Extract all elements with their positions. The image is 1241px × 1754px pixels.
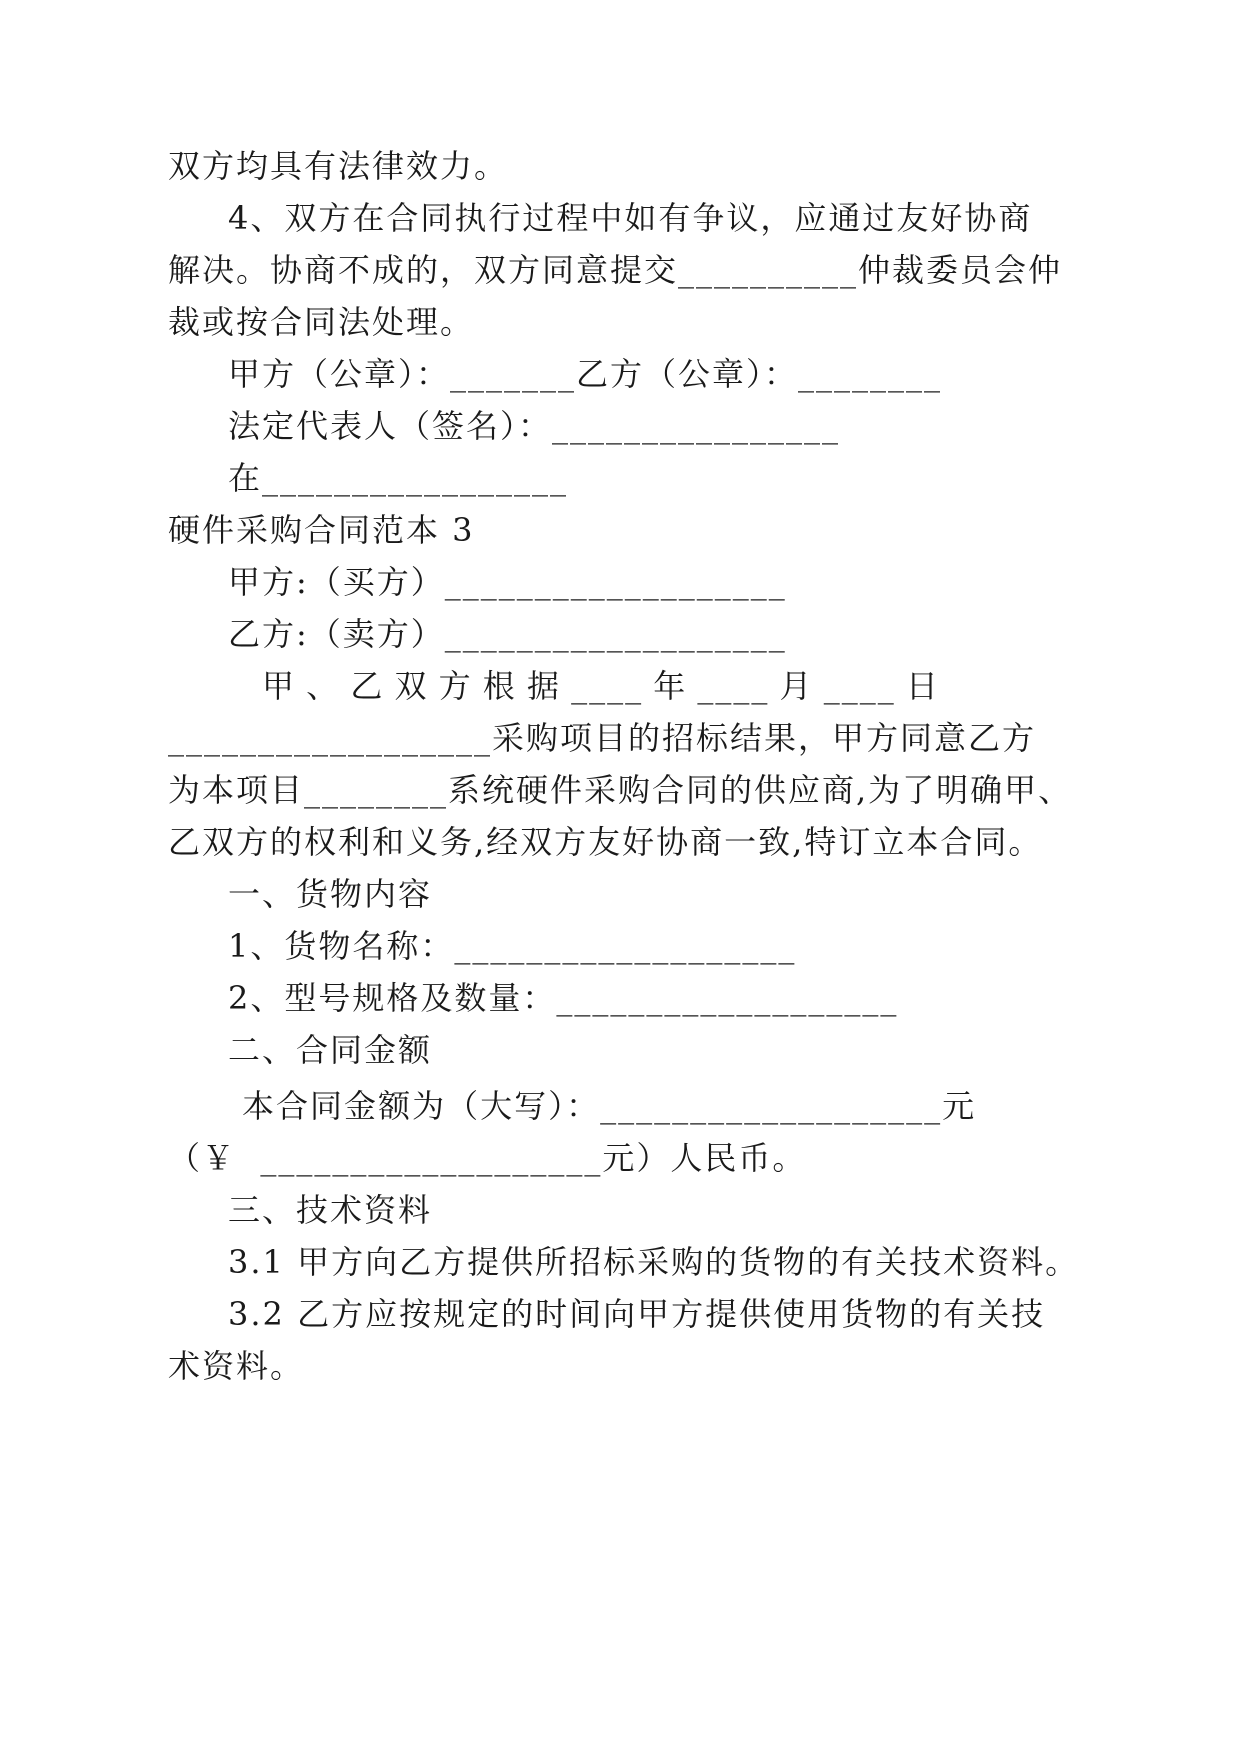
- text-line: 2、型号规格及数量：___________________: [228, 979, 899, 1017]
- text-line: 4、双方在合同执行过程中如有争议，应通过友好协商: [228, 199, 1033, 237]
- text-line: 双方均具有法律效力。: [168, 147, 509, 185]
- text-line: 解决。协商不成的，双方同意提交__________仲裁委员会仲: [168, 251, 1063, 289]
- heading: 二、合同金额: [228, 1031, 433, 1069]
- text-line: 甲方（公章）：_______乙方（公章）：________: [228, 355, 943, 393]
- text-line: 法定代表人（签名）：________________: [228, 407, 841, 445]
- text-line: （￥ ___________________元）人民币。: [168, 1139, 807, 1177]
- amount-line: 本 合 同 金 额 为 （ 大 写 ）： ___________________ 元: [242, 1087, 977, 1125]
- text-line: 乙方:（卖方）___________________: [228, 615, 787, 653]
- section-title: 硬件采购合同范本 3: [168, 511, 475, 549]
- text-line: 术资料。: [168, 1347, 305, 1385]
- text-line: 甲方:（买方）___________________: [228, 563, 787, 601]
- heading: 三、技术资料: [228, 1191, 433, 1229]
- date-line: 甲 、 乙 双 方 根 据 ____ 年 ____ 月 ____ 日: [262, 667, 940, 705]
- text-line: 乙双方的权利和义务,经双方友好协商一致,特订立本合同。: [168, 823, 1043, 861]
- text-line: 3.1 甲方向乙方提供所招标采购的货物的有关技术资料。: [228, 1243, 1080, 1281]
- text-line: 1、货物名称：___________________: [228, 927, 797, 965]
- text-line: 3.2 乙方应按规定的时间向甲方提供使用货物的有关技: [228, 1295, 1046, 1333]
- text-line: 在_________________: [228, 459, 569, 497]
- text-line: 裁或按合同法处理。: [168, 303, 475, 341]
- heading: 一、货物内容: [228, 875, 433, 913]
- text-line: 为本项目________系统硬件采购合同的供应商,为了明确甲、: [168, 771, 1073, 809]
- text-line: __________________采购项目的招标结果，甲方同意乙方: [168, 719, 1037, 757]
